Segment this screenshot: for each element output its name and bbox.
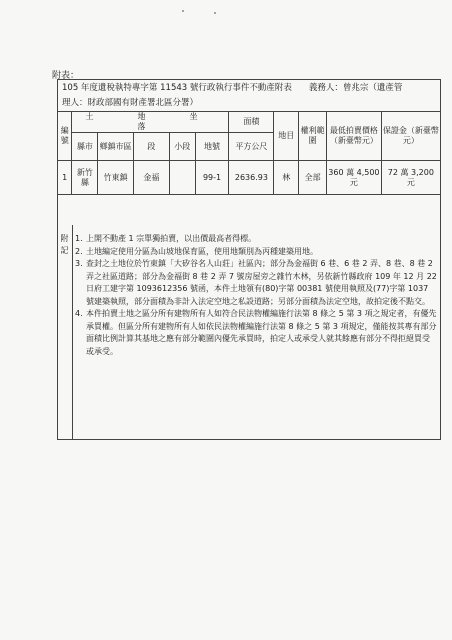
scan-speck xyxy=(182,10,184,12)
notes-list xyxy=(75,233,437,358)
notes-divider xyxy=(72,225,73,439)
header-line-2: 理人：財政部國有財產署北區分署） xyxy=(62,98,199,108)
col-land-category-header: 地目 xyxy=(274,112,299,161)
col-number-header: 編號 xyxy=(58,112,72,161)
table-header xyxy=(58,80,440,112)
note-text: 土地編定使用分區為山坡地保育區，使用地類別為丙種建築用地。 xyxy=(86,246,318,256)
row-county: 新竹縣 xyxy=(72,161,98,195)
note-item xyxy=(75,233,437,246)
note-text: 本件拍賣土地之區分所有建物所有人如符合民法物權編施行法第 8 條之 5 第 3 項之規定者，有優先承買權。但區分所有建物所有人如依民法物權編施行法第 8 條之 5 第 3 項規定，僅能按其專有部分面積比例計算其基地之應有部分範圍內優先承買時，拍定人或承受人就其餘應有部分不得拒絕買受或承受。 xyxy=(86,309,437,356)
row-deposit: 72 萬 3,200 元 xyxy=(381,161,440,195)
note-text: 上開不動產 1 宗單獨拍賣，以出價最高者得標。 xyxy=(86,234,257,243)
note-text: 查封之土地位於竹東鎮「大矽谷名人山莊」社區內；部分為金福街 6 巷、6 巷 2 弄、8 巷、8 巷 2 弄之社區道路；部分為金福街 8 巷 2 弄 7 號房屋旁之雜竹木林，另依新竹縣政府 109 年 12 月 22 日府工建字第 1093612356 號函，本件土地領有(80)字第 00381 號使用執照及(77)字第 1037 號建築執照，部分面積為非計入法定空地之私設道路；另部分面積為法定空地，故拍定後不點交。 xyxy=(86,259,437,306)
row-min-price: 360 萬 4,500 元 xyxy=(327,161,382,195)
sub-section-header: 段 xyxy=(134,133,170,161)
notes-label: 附記 xyxy=(60,234,69,255)
row-rights: 全部 xyxy=(299,161,327,195)
row-township: 竹東鎮 xyxy=(98,161,134,195)
note-item xyxy=(75,246,437,259)
note-number: 1. xyxy=(75,234,83,243)
table-row xyxy=(58,161,440,195)
header-line-1: 105 年度遺稅執特專字第 11543 號行政執行事件不動產附表 義務人：曾兆宗（遺產管 xyxy=(62,83,403,93)
sub-area-unit-header: 平方公尺 xyxy=(229,133,274,161)
sub-county-header: 縣市 xyxy=(72,133,98,161)
note-number: 3. xyxy=(75,259,83,268)
sub-parcel-header: 地號 xyxy=(195,133,229,161)
note-item xyxy=(75,308,437,358)
land-table xyxy=(58,112,440,195)
sub-township-header: 鄉鎮市區 xyxy=(98,133,134,161)
col-area-header: 面積 xyxy=(229,112,274,133)
col-min-price-header: 最低拍賣價格（新臺幣元） xyxy=(327,112,382,161)
row-land-category: 林 xyxy=(274,161,299,195)
row-parcel: 99-1 xyxy=(195,161,229,195)
row-number: 1 xyxy=(58,161,72,195)
note-number: 2. xyxy=(75,246,83,256)
note-item xyxy=(75,258,437,308)
note-number: 4. xyxy=(75,309,83,318)
col-rights-header: 權利範圍 xyxy=(299,112,327,161)
col-deposit-header: 保證金（新臺幣元） xyxy=(381,112,440,161)
attachment-label: 附表： xyxy=(52,71,80,81)
property-schedule-table xyxy=(57,79,441,440)
row-section: 金福 xyxy=(134,161,170,195)
scan-speck xyxy=(214,12,216,14)
sub-subsection-header: 小段 xyxy=(169,133,195,161)
row-area: 2636.93 xyxy=(229,161,274,195)
col-location-header: 土 地 坐 落 xyxy=(72,112,229,133)
row-subsection xyxy=(169,161,195,195)
